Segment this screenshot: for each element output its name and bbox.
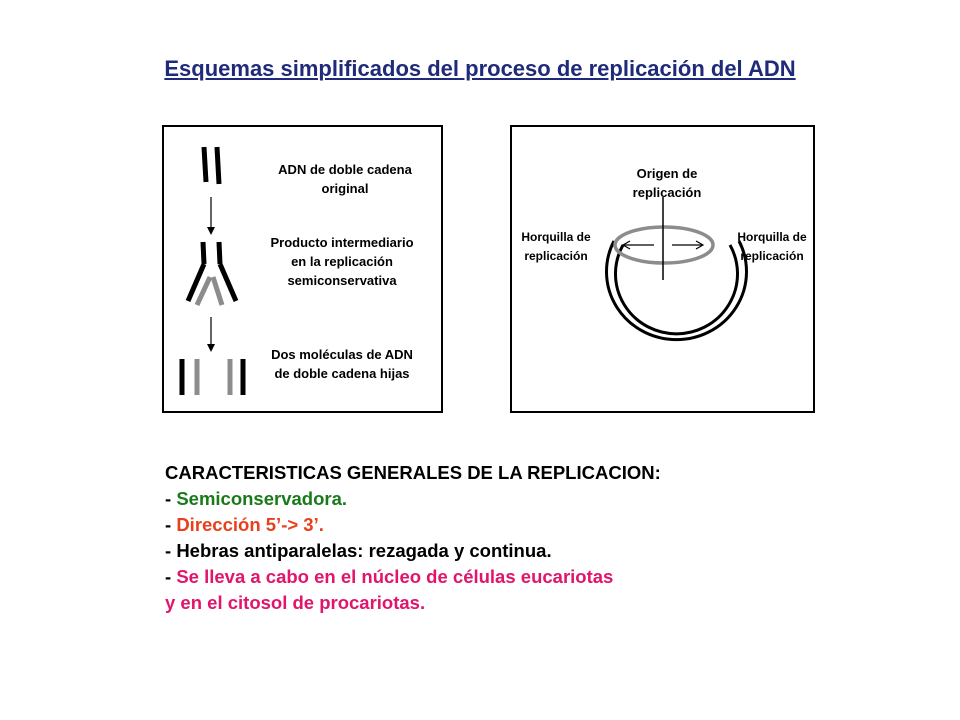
bullet-dash: - <box>165 488 177 509</box>
characteristic-4 <box>165 564 661 590</box>
label-intermediate-product: Producto intermediario en la replicación semiconservativa <box>270 235 414 288</box>
semiconservative-replication-panel <box>162 125 443 413</box>
arrow-1-head <box>207 227 215 235</box>
characteristic-4-text: Se lleva a cabo en el núcleo de células eucariotas <box>176 566 614 587</box>
characteristic-1-text: Semiconservadora. <box>176 488 348 509</box>
intermediate-stem-b <box>219 242 220 264</box>
replication-bubble-panel <box>510 125 815 413</box>
label-original-dna: ADN de doble cadena original <box>278 162 412 196</box>
characteristic-1 <box>165 486 661 512</box>
characteristic-3-text: Hebras antiparalelas: rezagada y continua. <box>176 540 552 561</box>
bullet-dash: - <box>165 514 177 535</box>
label-fork-right: Horquilla de replicación <box>737 230 807 263</box>
intermediate-old-right <box>220 264 236 301</box>
arrow-2-head <box>207 344 215 352</box>
bullet-dash: - <box>165 566 177 587</box>
characteristics-list <box>165 460 661 616</box>
label-daughter-molecules: Dos moléculas de ADN de doble cadena hijas <box>271 347 413 381</box>
page-title: Esquemas simplificados del proceso de replicación del ADN <box>164 56 796 81</box>
characteristic-4-continuation: y en el citosol de procariotas. <box>165 592 426 613</box>
characteristic-3 <box>165 538 661 564</box>
characteristic-2-text: Dirección 5’-> 3’. <box>176 514 324 535</box>
bullet-dash: - <box>165 540 177 561</box>
original-strand-a <box>204 147 206 182</box>
characteristic-2 <box>165 512 661 538</box>
characteristics-heading: CARACTERISTICAS GENERALES DE LA REPLICACION: <box>165 462 661 483</box>
original-strand-b <box>217 147 219 184</box>
label-fork-left: Horquilla de replicación <box>521 230 591 263</box>
intermediate-new-right <box>213 277 222 305</box>
label-origin: Origen de replicación <box>632 166 702 200</box>
intermediate-stem-a <box>203 242 204 264</box>
